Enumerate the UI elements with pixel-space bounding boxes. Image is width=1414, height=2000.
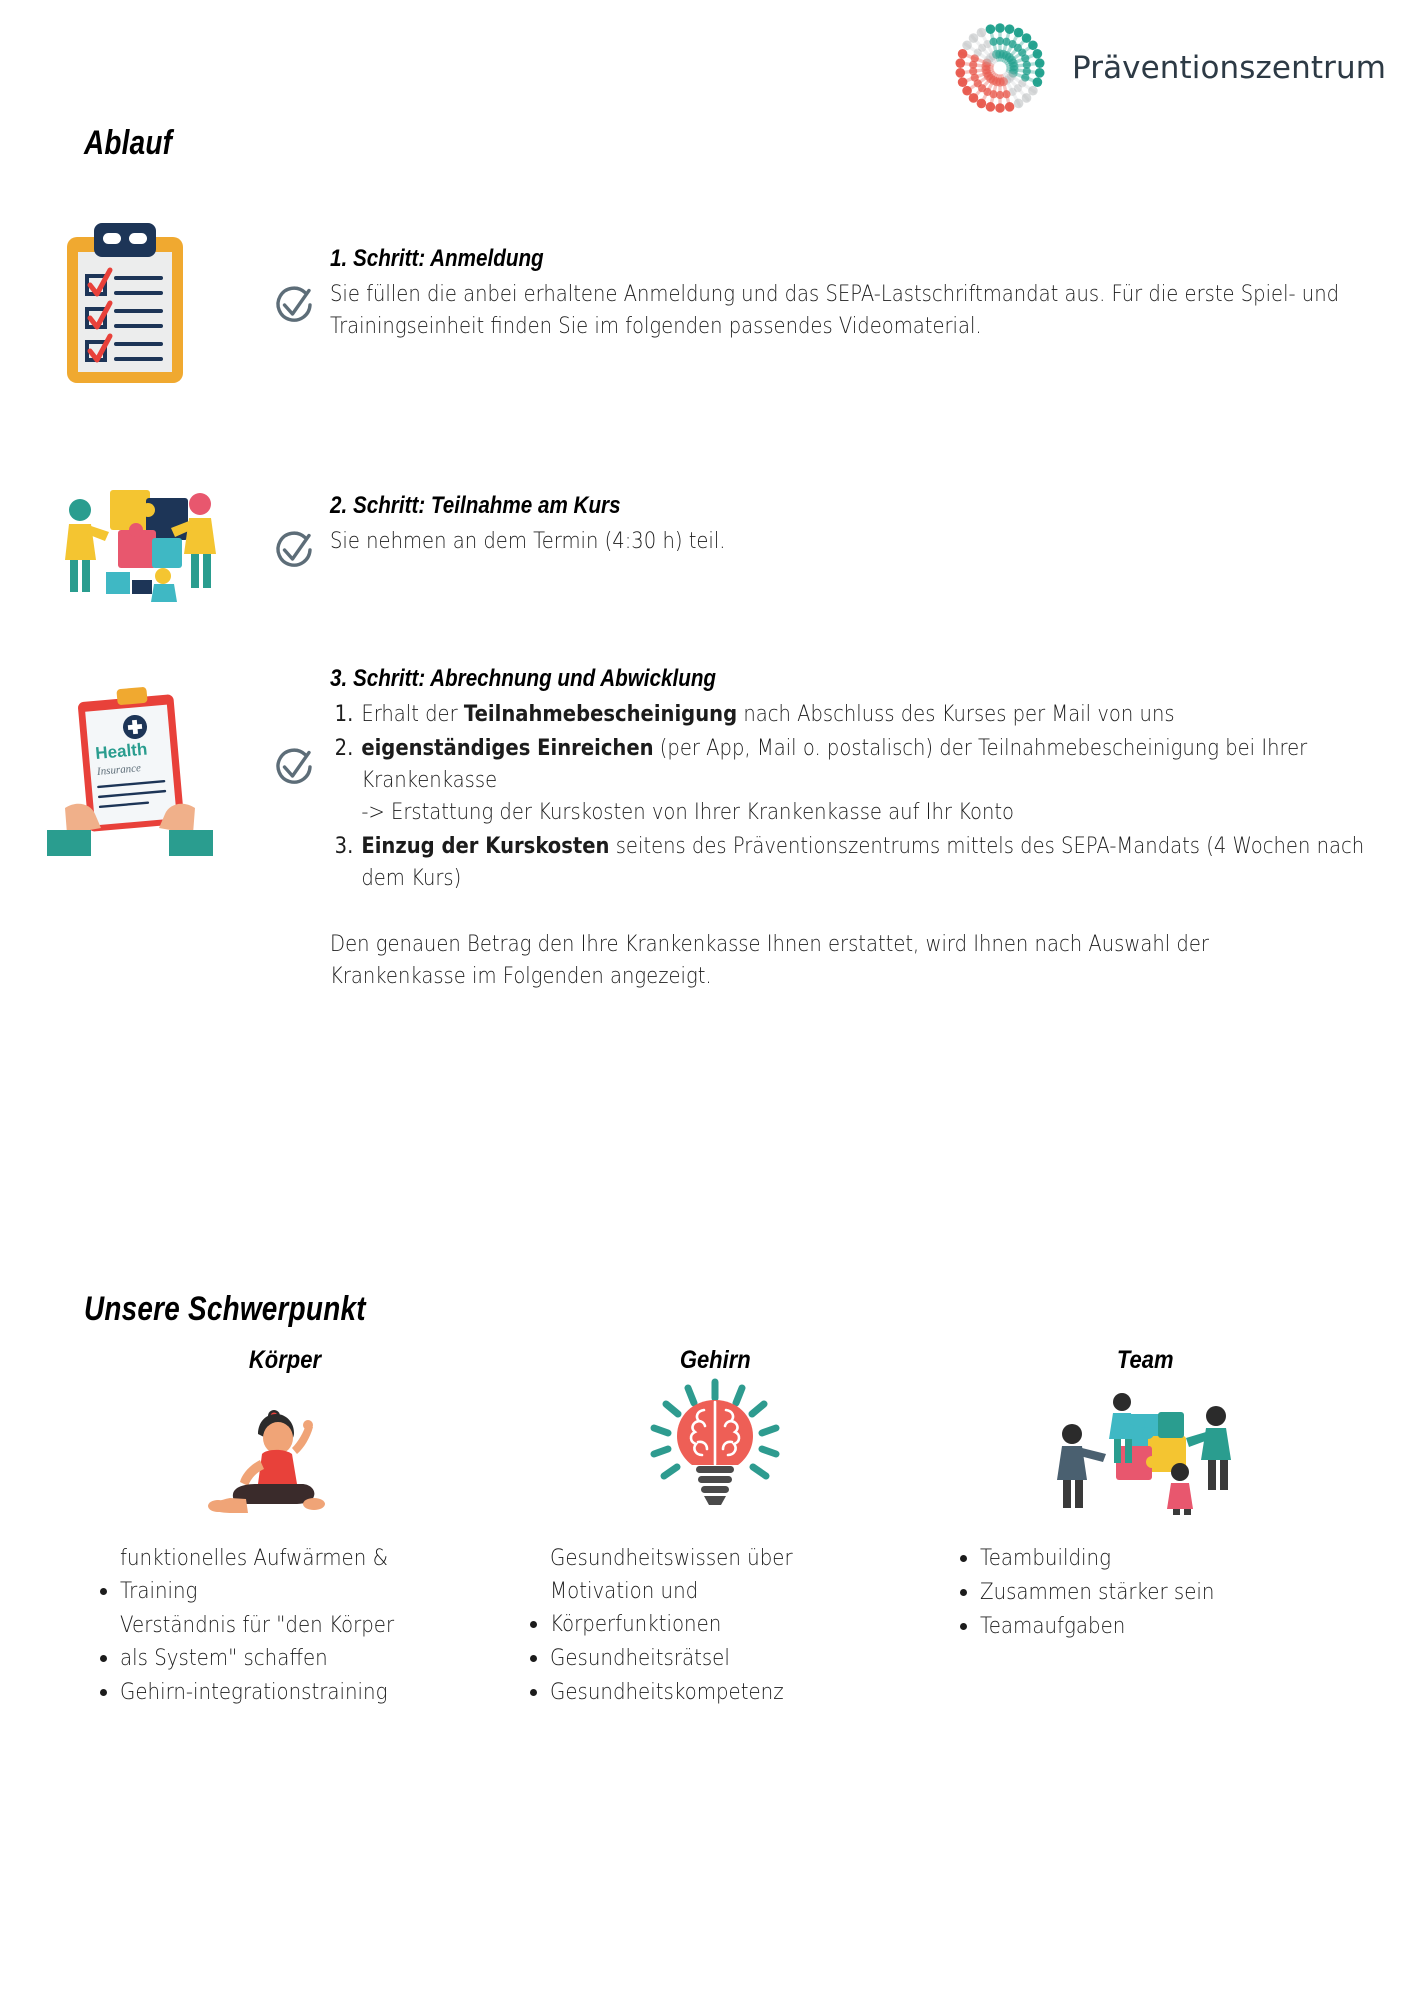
brand-header [944, 12, 1386, 124]
brand-name: Präventionszentrum [1071, 50, 1386, 86]
focus-list-item [980, 1542, 1360, 1575]
focus-heading-team: Team [1116, 1346, 1174, 1374]
focus-list-item-label: Gehirn-integrationstraining [120, 1679, 388, 1706]
focus-columns [70, 1346, 1360, 1710]
focus-list-gehirn [500, 1542, 880, 1709]
focus-list-item-label: Zusammen stärker sein [980, 1579, 1215, 1606]
focus-list-item-label: funktionelles Aufwärmen & Training [120, 1545, 389, 1605]
team-puzzle-icon [930, 1381, 1360, 1516]
focus-heading-gehirn: Gehirn [679, 1346, 751, 1374]
stretching-woman-icon [70, 1381, 500, 1516]
focus-column-koerper [70, 1346, 500, 1710]
focus-column-gehirn [500, 1346, 930, 1710]
step-3-heading: 3. Schritt: Abrechnung und Abwicklung [330, 665, 717, 692]
focus-column-team [930, 1346, 1360, 1644]
focus-list-item-label: Verständnis für "den Körper als System" schaffen [120, 1612, 395, 1672]
step-3-list-item: 1. Erhalt der Teilnahmebescheinigung nach Abschluss des Kurses per Mail von uns [360, 699, 1371, 731]
focus-list-item [980, 1610, 1360, 1643]
team-puzzle-icon [48, 468, 228, 603]
focus-list-item-label: Gesundheitsrätsel [550, 1645, 730, 1672]
focus-list-item-label: Teambuilding [980, 1545, 1111, 1571]
circle-check-icon [272, 528, 316, 572]
step-3-list-item: 2. eigenständiges Einreichen (per App, Mail o. postalisch) der Teilnahmebescheinigung bei Ihrer Krankenkasse -> Erstattung der Kurskosten von Ihrer Krankenkasse auf Ihr Konto [360, 733, 1371, 829]
svg-text:Insurance: Insurance [96, 762, 142, 778]
focus-list-item [550, 1676, 880, 1709]
focus-list-item [980, 1576, 1360, 1609]
section-title-schwerpunkt: Unsere Schwerpunkt [84, 1290, 366, 1328]
step-3-list-item: 3. Einzug der Kurskosten seitens des Präventionszentrums mittels des SEPA-Mandats (4 Wochen nach dem Kurs) [360, 831, 1371, 895]
focus-list-item [120, 1609, 450, 1675]
health-insurance-card-icon [45, 680, 215, 880]
section-title-ablauf: Ablauf [84, 124, 173, 162]
circle-check-icon [272, 745, 316, 789]
list-item-subline: -> Erstattung der Kurskosten von Ihrer Krankenkasse auf Ihr Konto [361, 798, 1015, 825]
step-2-text: Sie nehmen an dem Termin (4:30 h) teil. [330, 528, 726, 554]
emphasis-text: Teilnahmebescheinigung [463, 701, 738, 727]
circle-check-icon [272, 283, 316, 327]
focus-list-item-label: Gesundheitskompetenz [550, 1679, 784, 1706]
focus-list-item [550, 1542, 880, 1641]
emphasis-text: Einzug der Kurskosten [361, 832, 610, 859]
brain-lightbulb-icon [500, 1381, 930, 1516]
focus-list-item [550, 1642, 880, 1675]
svg-text:Health: Health [94, 739, 149, 764]
focus-list-item-label: Teamaufgaben [980, 1613, 1126, 1640]
focus-heading-koerper: Körper [248, 1346, 322, 1374]
focus-list-team [930, 1542, 1360, 1643]
focus-list-item-label: Gesundheitswissen über Motivation und Körperfunktionen [550, 1545, 793, 1638]
focus-list-koerper [70, 1542, 450, 1709]
focus-list-item [120, 1676, 450, 1709]
focus-list-item [120, 1542, 450, 1608]
step-1-text: Sie füllen die anbei erhaltene Anmeldung und das SEPA-Lastschriftmandat aus. Für die erste Spiel- und Trainingseinheit finden Sie im folgenden passendes Videomaterial. [330, 281, 1340, 339]
step-3-list [330, 699, 1370, 895]
step-2-heading: 2. Schritt: Teilnahme am Kurs [330, 492, 621, 519]
step-1-heading: 1. Schritt: Anmeldung [330, 245, 544, 272]
step-3-closing-note: Den genauen Betrag den Ihre Krankenkasse Ihnen erstattet, wird Ihnen nach Auswahl der Krankenkasse im Folgenden angezeigt. [330, 930, 1209, 989]
emphasis-text: eigenständiges Einreichen [361, 734, 654, 761]
clipboard-checklist-icon [45, 215, 205, 375]
radial-burst-logo-icon [944, 12, 1056, 124]
